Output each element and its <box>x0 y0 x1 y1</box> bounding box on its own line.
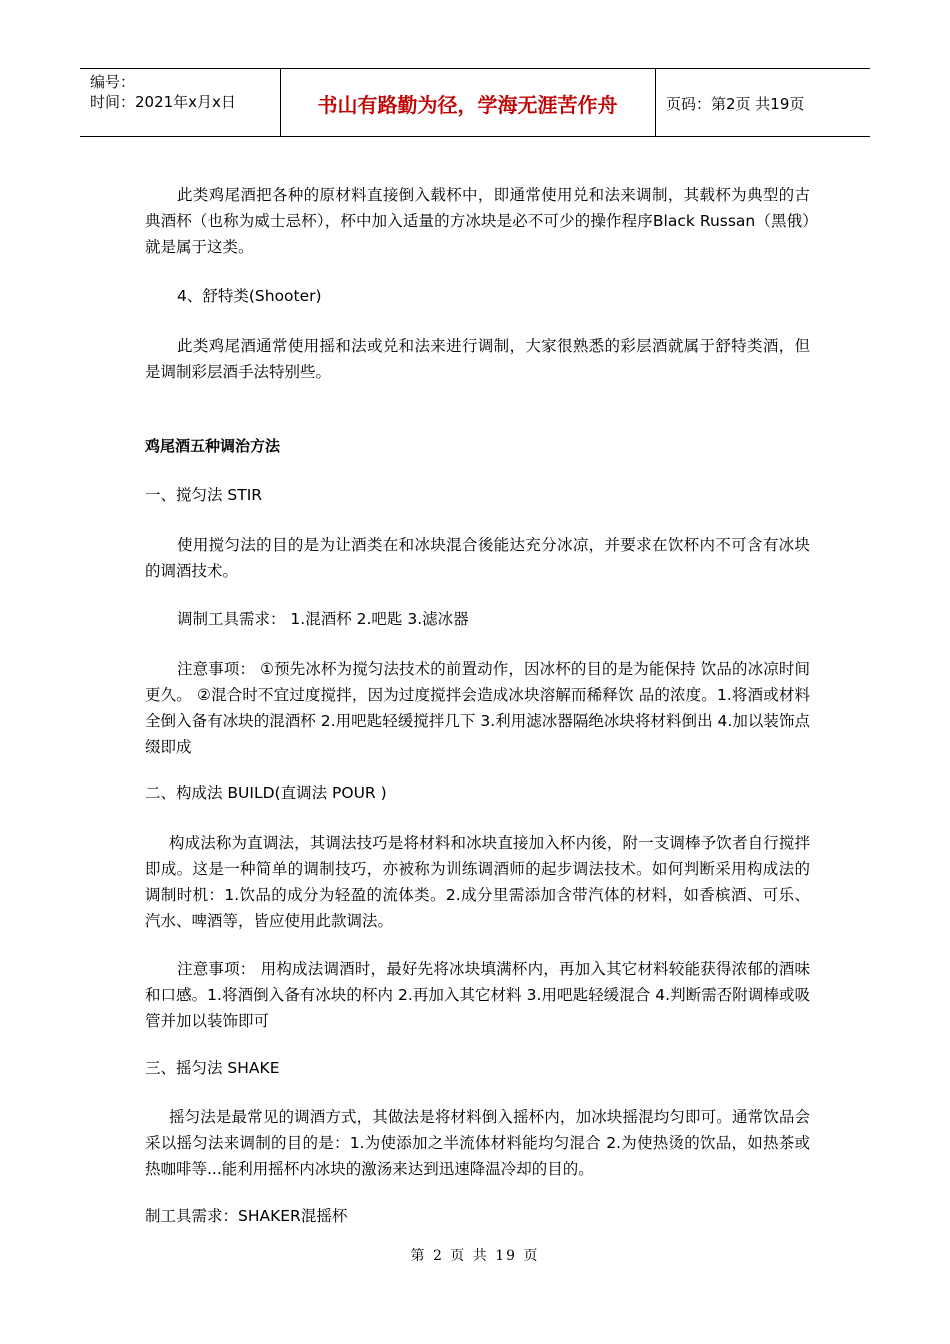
stir-description: 使用搅匀法的目的是为让酒类在和冰块混合後能达充分冰凉，并要求在饮杯内不可含有冰块的调酒技术。 <box>145 536 810 580</box>
stir-title: 一、搅匀法 STIR <box>145 486 263 504</box>
paragraph-shooter: 此类鸡尾酒通常使用摇和法或兑和法来进行调制，大家很熟悉的彩层酒就属于舒特类酒，但是调制彩层酒手法特别些。 <box>145 337 810 381</box>
build-description: 构成法称为直调法，其调法技巧是将材料和冰块直接加入杯内後，附一支调棒予饮者自行搅拌即成。这是一种简单的调制技巧，亦被称为训练调酒师的起步调法技术。如何判断采用构成法的调制时机：1.饮品的成分为轻盈的流体类。2.成分里需添加含带汽体的材料，如香槟酒、可乐、汽水、啤酒等，皆应使用此款调法。 <box>145 834 810 930</box>
shake-tools: 制工具需求：SHAKER混摇杯 <box>145 1207 348 1225</box>
header-motto: 书山有路勤为径，学海无涯苦作舟 <box>317 93 618 117</box>
header-right-cell <box>655 69 871 136</box>
paragraph-old-fashioned: 此类鸡尾酒把各种的原材料直接倒入载杯中，即通常使用兑和法来调制，其载杯为典型的古典酒杯（也称为威士忌杯），杯中加入适量的方冰块是必不可少的操作程序Black Russan（黑俄）就是属于这类。 <box>145 186 810 256</box>
header-center-cell <box>280 69 655 136</box>
stir-tools: 调制工具需求： 1.混酒杯 2.吧匙 3.滤冰器 <box>177 610 469 628</box>
build-notes: 注意事项： 用构成法调酒时，最好先将冰块填满杯内，再加入其它材料较能获得浓郁的酒味和口感。1.将酒倒入备有冰块的杯内 2.再加入其它材料 3.用吧匙轻缓混合 4.判断需否附调棒或吸管并加以装饰即可 <box>145 960 810 1030</box>
shooter-subheading: 4、舒特类(Shooter) <box>177 287 322 305</box>
shake-title: 三、摇匀法 SHAKE <box>145 1059 280 1077</box>
page-footer: 第 2 页 共 19 页 <box>410 1248 540 1264</box>
page-header <box>80 68 870 137</box>
build-title: 二、构成法 BUILD(直调法 POUR ) <box>145 784 387 802</box>
header-left-cell <box>80 69 281 136</box>
shake-description: 摇匀法是最常见的调酒方式，其做法是将材料倒入摇杯内，加冰块摇混均匀即可。通常饮品会采以摇匀法来调制的目的是：1.为使添加之半流体材料能均匀混合 2.为使热烫的饮品，如热茶或热咖啡等...能利用摇杯内冰块的激汤来达到迅速降温冷却的目的。 <box>145 1108 810 1178</box>
document-date: 时间：2021年x月x日 <box>90 93 236 111</box>
document-number: 编号： <box>90 73 136 91</box>
header-page-info: 页码：第2页 共19页 <box>666 95 805 113</box>
section-heading: 鸡尾酒五种调治方法 <box>145 437 281 455</box>
stir-notes: 注意事项： ①预先冰杯为搅匀法技术的前置动作，因冰杯的目的是为能保持 饮品的冰凉时间更久。 ②混合时不宜过度搅拌，因为过度搅拌会造成冰块溶解而稀释饮 品的浓度。1.将酒或材料全倒入备有冰块的混酒杯 2.用吧匙轻缓搅拌几下 3.利用滤冰器隔绝冰块将材料倒出 4.加以装饰点缀即成 <box>145 660 810 756</box>
